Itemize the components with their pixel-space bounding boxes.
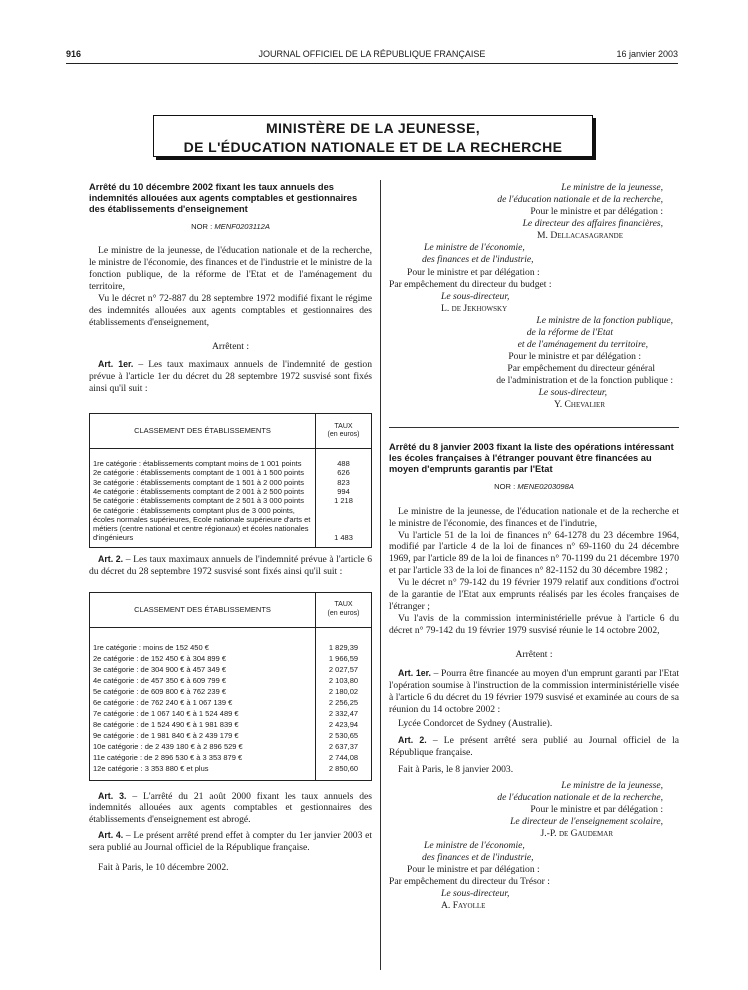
sig-line: Le ministre de l'économie, <box>424 840 525 851</box>
nor-code: MENF0203112A <box>214 221 270 231</box>
signature-block-fonction-publique <box>389 315 679 412</box>
taux-label: TAUX <box>334 422 353 430</box>
page-number: 916 <box>66 49 82 59</box>
sig-line: Le ministre de la jeunesse, <box>561 182 663 193</box>
taux-cell: 1 483 <box>316 506 372 548</box>
vu-decret: Vu le décret n° 72-887 du 28 septembre 1972 modifié fixant le régime des indemnités allouées aux agents comptables et gestionnaires des établissements d'enseignement, <box>89 292 372 328</box>
decree-title-2: Arrêté du 8 janvier 2003 fixant la liste des opérations intéressant les écoles françaises à l'étranger pouvant être financées au moyen d'emprunts garantis par l'Etat <box>389 442 674 475</box>
table-row <box>90 468 372 477</box>
taux-label: TAUX <box>334 601 353 609</box>
article-4 <box>89 830 372 854</box>
taux-cell: 1 966,59 <box>316 653 372 664</box>
signatory-name: L. de Jekhowsky <box>441 302 508 314</box>
sig-line: Par empêchement du directeur du budget : <box>389 278 552 290</box>
classement-cell: 12e catégorie : 3 353 880 € et plus <box>93 764 209 774</box>
classement-cell: 5e catégorie : de 609 800 € à 762 239 € <box>93 687 227 697</box>
page-header <box>66 49 678 64</box>
table-header-classement: CLASSEMENT DES ÉTABLISSEMENTS <box>90 592 316 627</box>
classement-cell: 1re catégorie : moins de 152 450 € <box>93 643 209 653</box>
table-row <box>90 708 372 719</box>
sig-line: Pour le ministre et par délégation : <box>530 803 663 815</box>
arretent-heading-2: Arrêtent : <box>515 648 553 660</box>
sig-line: Pour le ministre et par délégation : <box>407 864 540 876</box>
nor-code: MENE0203098A <box>517 482 574 492</box>
article-label: Art. 4. <box>98 830 124 841</box>
vu-avis-commission: Vu l'avis de la commission interministérielle prévue à l'article 6 du décret n° 79-142 du 19 février 1979 susvisé réunie le 14 octobre 2002, <box>389 612 679 636</box>
sig-line: des finances et de l'industrie, <box>422 852 534 864</box>
taux-cell: 2 637,37 <box>316 741 372 752</box>
classement-cell: 8e catégorie : de 1 524 490 € à 1 981 839 € <box>93 720 239 730</box>
taux-cell: 626 <box>316 468 372 477</box>
sig-line: de l'éducation nationale et de la recherche, <box>497 791 663 803</box>
table-row <box>90 697 372 708</box>
ministry-banner <box>153 115 593 157</box>
article-2-b <box>389 735 679 759</box>
table-row <box>90 752 372 763</box>
sig-line: Le sous-directeur, <box>441 888 510 900</box>
nor-label: NOR : <box>191 221 213 231</box>
sig-line: Le directeur des affaires financières, <box>522 218 663 230</box>
classement-cell: 6e catégorie : de 762 240 € à 1 067 139 € <box>93 698 233 708</box>
section-separator <box>389 427 679 430</box>
table-header-taux <box>316 414 372 449</box>
article-label: Art. 3. <box>98 790 127 801</box>
taux-cell: 2 332,47 <box>316 708 372 719</box>
decree-title: Arrêté du 10 décembre 2002 fixant les taux annuels des indemnités allouées aux agents comptables et gestionnaires des établissements d'enseignement <box>89 182 358 214</box>
sig-line: Pour le ministre et par délégation : <box>530 206 663 218</box>
table-row <box>90 627 372 653</box>
table-indemnite-art6 <box>89 592 372 781</box>
signature-block-education <box>389 182 679 242</box>
taux-cell: 2 180,02 <box>316 686 372 697</box>
classement-cell: 4e catégorie : établissements comptant de 2 001 à 2 500 points <box>93 487 304 496</box>
table-row <box>90 496 372 505</box>
sig-line: Le ministre de l'économie, <box>424 242 525 254</box>
taux-cell: 2 744,08 <box>316 752 372 763</box>
table-row <box>90 719 372 730</box>
arretent-heading: Arrêtent : <box>211 340 250 352</box>
sig-line: Pour le ministre et par délégation : <box>508 351 641 363</box>
signatory-name: A. Fayolle <box>441 900 486 912</box>
taux-unit: (en euros) <box>327 609 360 617</box>
sig-line: des finances et de l'industrie, <box>422 254 534 266</box>
left-column <box>89 182 372 874</box>
table-row <box>90 763 372 781</box>
fait-a-paris-2: Fait à Paris, le 8 janvier 2003. <box>398 763 514 775</box>
preamble: Le ministre de la jeunesse, de l'éducation nationale et de la recherche, le ministre de l'économie, des finances et de l'industrie et le ministre de la fonction publique, de la réforme de l'Etat et de l'aménagement du territoire, <box>89 245 372 292</box>
table-row <box>90 478 372 487</box>
article-label: Art. 1er. <box>398 668 431 679</box>
signature-block-economie <box>389 242 679 314</box>
taux-cell: 2 850,60 <box>316 763 372 781</box>
article-text: – Les taux maximaux annuels de l'indemnité prévue à l'article 6 du décret du 28 septembre 1972 susvisé sont fixés ainsi qu'il suit : <box>89 553 373 577</box>
sig-line: Le sous-directeur, <box>441 290 510 302</box>
classement-cell: 4e catégorie : de 457 350 € à 609 799 € <box>93 676 227 686</box>
table-row <box>90 664 372 675</box>
fait-a-paris: Fait à Paris, le 10 décembre 2002. <box>98 862 229 874</box>
sig-line: Le ministre de la jeunesse, <box>561 779 663 791</box>
article-label: Art. 1er. <box>98 359 134 370</box>
journal-title: JOURNAL OFFICIEL DE LA RÉPUBLIQUE FRANÇAISE <box>258 49 486 59</box>
taux-unit: (en euros) <box>327 431 360 439</box>
taux-cell: 994 <box>316 487 372 496</box>
article-text: – Le présent arrêté sera publié au Journal officiel de la République française. <box>389 734 679 758</box>
sig-line: Le directeur de l'enseignement scolaire, <box>510 815 663 827</box>
taux-cell: 2 423,94 <box>316 719 372 730</box>
signatory-name: J.-P. de Gaudemar <box>540 827 613 839</box>
sig-line: Par empêchement du directeur du Trésor : <box>389 876 550 888</box>
table-header-taux <box>316 592 372 627</box>
sig-line: de l'éducation nationale et de la recherche, <box>497 194 663 206</box>
article-label: Art. 2. <box>398 734 427 745</box>
sig-line: Le ministre de la fonction publique, <box>536 314 673 326</box>
sig-line: de la réforme de l'Etat <box>526 326 613 338</box>
signature-block-economie-2 <box>389 840 679 912</box>
article-text: – Le présent arrêté prend effet à compter du 1er janvier 2003 et sera publié au Journal officiel de la République française. <box>89 830 372 854</box>
classement-cell: 1re catégorie : établissements comptant moins de 1 001 points <box>93 459 302 469</box>
sig-line: Le sous-directeur, <box>538 387 607 399</box>
vu-decret-1979: Vu le décret n° 79-142 du 19 février 1979 relatif aux conditions d'octroi de la garantie de l'Etat aux emprunts réalisés par les écoles françaises de l'étranger ; <box>389 577 679 612</box>
article-2 <box>89 554 372 578</box>
table-row <box>90 730 372 741</box>
article-1 <box>89 359 372 395</box>
nor-reference <box>89 222 372 231</box>
table-header-classement: CLASSEMENT DES ÉTABLISSEMENTS <box>90 414 316 449</box>
classement-cell: 7e catégorie : de 1 067 140 € à 1 524 489 € <box>93 709 239 719</box>
taux-cell: 488 <box>316 449 372 469</box>
classement-cell: 2e catégorie : établissements comptant de 1 001 à 1 500 points <box>93 468 304 478</box>
table-row <box>90 686 372 697</box>
taux-cell: 1 829,39 <box>316 627 372 653</box>
taux-cell: 2 103,80 <box>316 675 372 686</box>
classement-cell: 5e catégorie : établissements comptant de 2 501 à 3 000 points <box>93 496 304 506</box>
taux-cell: 2 027,57 <box>316 664 372 675</box>
table-indemnite-gestion <box>89 413 372 548</box>
taux-cell: 1 218 <box>316 496 372 505</box>
taux-cell: 2 530,65 <box>316 730 372 741</box>
article-label: Art. 2. <box>98 553 124 564</box>
table-row <box>90 449 372 469</box>
classement-cell: 6e catégorie : établissements comptant plus de 3 000 points, écoles normales supérieures, Ecole nationale supérieure d'arts et métiers (centre national et centre régionaux) et écoles nationales d'ingénieurs <box>93 505 311 543</box>
classement-cell: 3e catégorie : de 304 900 € à 457 349 € <box>93 665 227 675</box>
table-row <box>90 741 372 752</box>
issue-date: 16 janvier 2003 <box>616 49 678 59</box>
preamble-2: Le ministre de la jeunesse, de l'éducation nationale et de la recherche et le ministre de l'économie, des finances et de l'indutrie, <box>389 505 679 529</box>
sig-line: de l'administration et de la fonction publique : <box>496 375 673 387</box>
table-row <box>90 487 372 496</box>
signature-block-education-2 <box>389 780 679 840</box>
article-text: – L'arrêté du 21 août 2000 fixant les taux annuels des indemnités allouées aux agents comptables et gestionnaires des établissements d'enseignement est abrogé. <box>89 790 373 826</box>
sig-line: Par empêchement du directeur général <box>507 363 655 375</box>
table-row <box>90 506 372 548</box>
lycee-condorcet: Lycée Condorcet de Sydney (Australie). <box>398 718 553 730</box>
right-column <box>389 182 679 912</box>
sig-line: Pour le ministre et par délégation : <box>407 266 540 278</box>
article-text: – Les taux maximaux annuels de l'indemnité de gestion prévue à l'article 1er du décret du 28 septembre 1972 susvisé sont fixés ainsi qu'il suit : <box>89 359 372 395</box>
ministry-line-2: DE L'ÉDUCATION NATIONALE ET DE LA RECHERCHE <box>183 139 563 155</box>
classement-cell: 9e catégorie : de 1 981 840 € à 2 439 179 € <box>93 731 239 741</box>
sig-line: et de l'aménagement du territoire, <box>517 339 648 351</box>
signatory-name: M. Dellacasagrande <box>537 230 623 242</box>
article-text: – Pourra être financée au moyen d'un emprunt garanti par l'Etat l'opération soumise à l'instruction de la commission interministérielle visée à l'article 6 du décret du 19 février 1979 susvisé et examinée au cours de sa réunion du 14 octobre 2002 : <box>389 668 679 716</box>
taux-cell: 823 <box>316 478 372 487</box>
taux-cell: 2 256,25 <box>316 697 372 708</box>
nor-reference-2 <box>389 482 679 491</box>
table-row <box>90 653 372 664</box>
signatory-name: Y. Chevalier <box>554 399 605 411</box>
nor-label: NOR : <box>494 482 516 492</box>
classement-cell: 3e catégorie : établissements comptant de 1 501 à 2 000 points <box>93 477 304 487</box>
vu-loi-finances: Vu l'article 51 de la loi de finances n° 64-1278 du 23 décembre 1964, modifié par l'article 4 de la loi de finances n° 69-1160 du 24 décembre 1969, par l'article 89 de la loi de finances n° 70-1199 du 21 décembre 1970 et par l'article 33 de la loi de finances n° 82-1152 du 30 décembre 1982 ; <box>389 529 679 577</box>
table-row <box>90 675 372 686</box>
column-divider <box>380 180 381 970</box>
classement-cell: 11e catégorie : de 2 896 530 € à 3 353 879 € <box>93 753 243 763</box>
classement-cell: 10e catégorie : de 2 439 180 € à 2 896 529 € <box>93 742 243 752</box>
ministry-line-1: MINISTÈRE DE LA JEUNESSE, <box>265 120 481 136</box>
article-3 <box>89 791 372 827</box>
article-1-b <box>389 668 679 716</box>
classement-cell: 2e catégorie : de 152 450 € à 304 899 € <box>93 654 227 664</box>
